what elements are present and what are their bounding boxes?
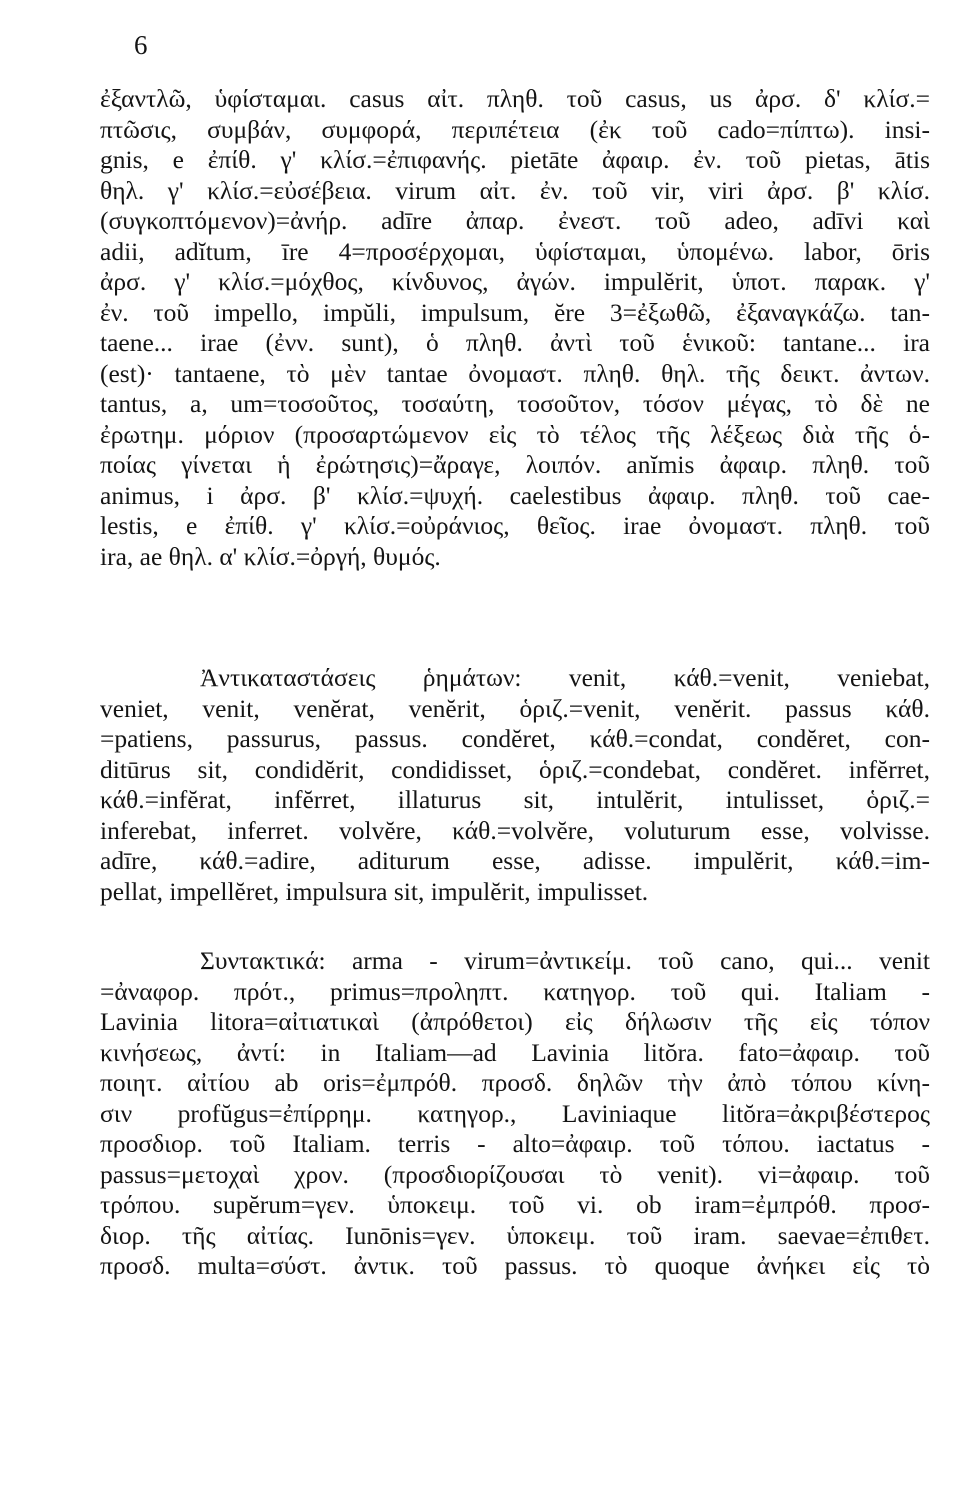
text-line: ἐν. τοῦ impello, impŭli, impulsum, ĕre 3=ἐξωθῶ, ἐξαναγκάζω. tan- xyxy=(100,297,930,327)
page-number: 6 xyxy=(134,30,148,60)
text-line: taene... irae (ἐνν. sunt), ὁ πληθ. ἀντὶ τοῦ ἑνικοῦ: tantane... ira xyxy=(100,328,930,357)
text-line: τρόπου. supĕrum=γεν. ὑποκειμ. τοῦ vi. ob iram=ἐμπρόθ. προσ- xyxy=(100,1190,930,1219)
paragraph-syntax xyxy=(100,946,930,1282)
text-line: tantus, a, um=τοσοῦτος, τοσαύτη, τοσοῦτον, τόσον μέγας, τὸ δὲ ne xyxy=(100,389,930,418)
text-line: veniet, venit, venĕrat, venĕrit, ὁριζ.=venit, venĕrit. passus κάθ. xyxy=(100,693,930,723)
text-line: ἐξαντλῶ, ὑφίσταμαι. casus αἰτ. πληθ. τοῦ casus, us ἀρσ. δ' κλίσ.= xyxy=(100,84,930,113)
text-line: προσδ. multa=σύστ. ἀντικ. τοῦ passus. τὸ quoque ἀνήκει εἰς τὸ xyxy=(100,1251,930,1280)
text-line: lestis, e ἐπίθ. γ' κλίσ.=οὐράνιος, θεῖος. irae ὀνομαστ. πληθ. τοῦ xyxy=(100,511,930,540)
text-line: προσδιορ. τοῦ Italiam. terris - alto=ἀφαιρ. τοῦ τόπου. iactatus - xyxy=(100,1129,930,1158)
text-line: ἀρσ. γ' κλίσ.=μόχθος, κίνδυνος, ἀγών. impulĕrit, ὑποτ. παρακ. γ' xyxy=(100,267,930,296)
text-line: gnis, e ἐπίθ. γ' κλίσ.=ἐπιφανής. pietāte ἀφαιρ. ἐν. τοῦ pietas, ātis xyxy=(100,145,930,174)
text-line: passus=μετοχαὶ χρον. (προσδιορίζουσαι τὸ venit). vi=ἀφαιρ. τοῦ xyxy=(100,1159,930,1189)
text-line: κινήσεως, ἀντί: in Italiam—ad Lavinia litŏra. fato=ἀφαιρ. τοῦ xyxy=(100,1037,930,1067)
text-line: θηλ. γ' κλίσ.=εὐσέβεια. virum αἰτ. ἐν. τοῦ vir, viri ἀρσ. β' κλίσ. xyxy=(100,175,930,205)
text-line: διορ. τῆς αἰτίας. Iunōnis=γεν. ὑποκειμ. τοῦ iram. saevae=ἐπιθετ. xyxy=(100,1220,930,1250)
text-line: =patiens, passurus, passus. condĕret, κάθ.=condat, condĕret, con- xyxy=(100,724,930,753)
text-line: (συγκοπτόμενον)=ἀνήρ. adīre ἀπαρ. ἐνεστ. τοῦ adeo, adīvi καὶ xyxy=(100,206,930,235)
text-line: ποίας γίνεται ἡ ἐρώτησις)=ἄραγε, λοιπόν. anĭmis ἀφαιρ. πληθ. τοῦ xyxy=(100,450,930,479)
text-line: Ἀντικαταστάσεις ῥημάτων: venit, κάθ.=venit, veniebat, xyxy=(200,663,930,692)
text-line: pellat, impellĕret, impulsura sit, impulĕrit, impulisset. xyxy=(100,876,649,906)
text-line: Lavinia litora=αἰτιατικαὶ (ἀπρόθετοι) εἰς δήλωσιν τῆς εἰς τόπον xyxy=(100,1007,930,1036)
text-line: πτῶσις, συμβάν, συμφορά, περιπέτεια (ἐκ τοῦ cado=πίπτω). insi- xyxy=(100,114,930,144)
text-line: κάθ.=infĕrat, infĕrret, illaturus sit, intulĕrit, intulisset, ὁριζ.= xyxy=(100,785,930,814)
paragraph-vocabulary xyxy=(100,84,930,572)
text-line: ditūrus sit, condidĕrit, condidisset, ὁριζ.=condebat, condĕret. infĕrret, xyxy=(100,754,930,784)
text-line: inferebat, inferret. volvĕre, κάθ.=volvĕre, voluturum esse, volvisse. xyxy=(100,815,930,845)
text-line: σιν profŭgus=ἐπίρρημ. κατηγορ., Laviniaque litŏra=ἀκριβέστερος xyxy=(100,1098,930,1128)
text-line: Συντακτικά: arma - virum=ἀντικείμ. τοῦ cano, qui... venit xyxy=(200,946,930,975)
text-line: adii, adĭtum, īre 4=προσέρχομαι, ὑφίσταμαι, ὑπομένω. labor, ōris xyxy=(100,236,930,266)
text-line: =ἀναφορ. πρότ., primus=προληπτ. κατηγορ. τοῦ qui. Italiam - xyxy=(100,976,930,1006)
text-line: ποιητ. αἰτίου ab oris=ἐμπρόθ. προσδ. δηλῶν τὴν ἀπὸ τόπου κίνη- xyxy=(100,1068,930,1097)
text-line: ἐρωτημ. μόριον (προσαρτώμενον εἰς τὸ τέλος τῆς λέξεως διὰ τῆς ὁ- xyxy=(100,419,930,449)
text-line: animus, i ἀρσ. β' κλίσ.=ψυχή. caelestibus ἀφαιρ. πληθ. τοῦ cae- xyxy=(100,480,930,510)
paragraph-verb-substitutions xyxy=(100,663,930,907)
text-line: adīre, κάθ.=adire, aditurum esse, adisse. impulĕrit, κάθ.=im- xyxy=(100,846,930,875)
text-line: ira, ae θηλ. α' κλίσ.=ὀργή, θυμός. xyxy=(100,541,441,571)
text-line: (est)· tantaene, τὸ μὲν tantae ὀνομαστ. πληθ. θηλ. τῆς δεικτ. ἀντων. xyxy=(100,358,930,388)
